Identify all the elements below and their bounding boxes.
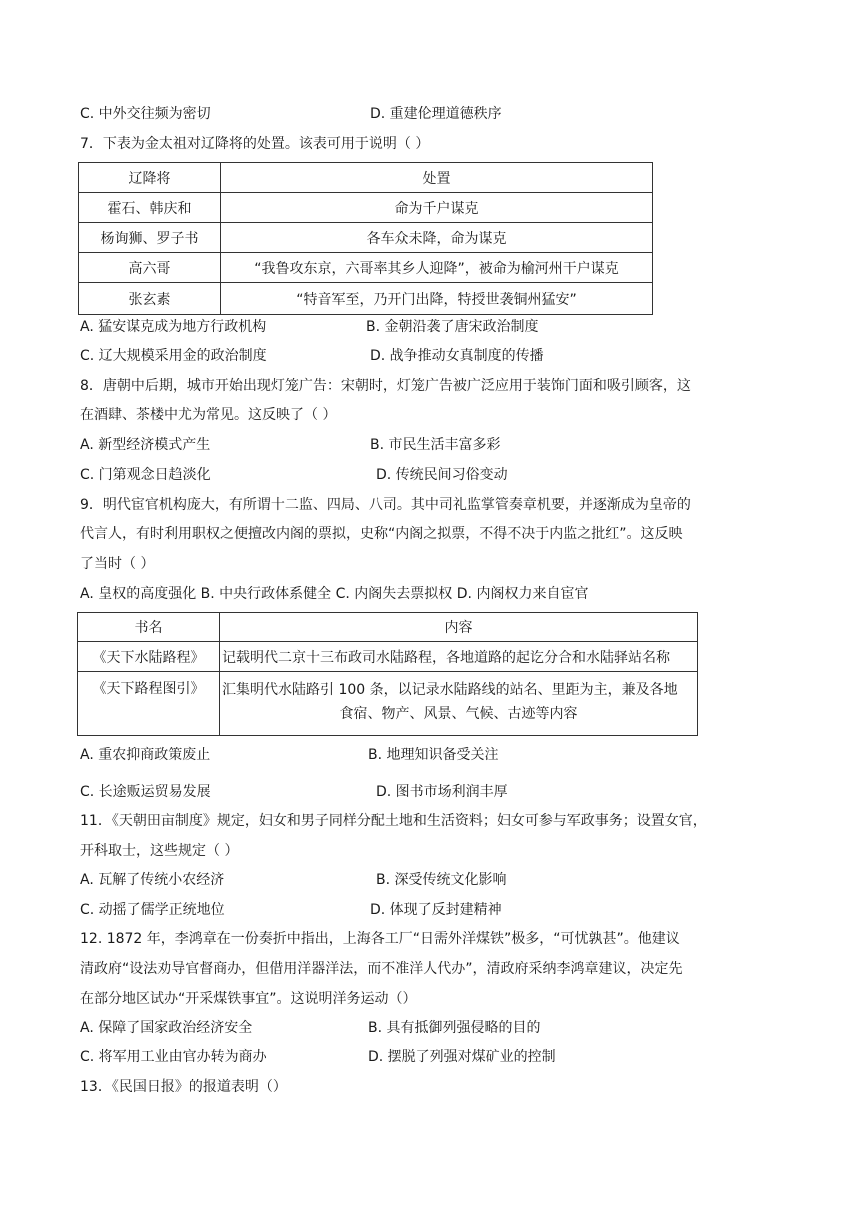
q6-option-d: D. 重建伦理道德秩序 bbox=[370, 106, 502, 122]
table-cell-content-line: 汇集明代水陆路引 100 条，以记录水陆路线的站名、里距为主，兼及各地 bbox=[222, 682, 678, 698]
q8-option-c: C. 门第观念日趋淡化 bbox=[80, 467, 211, 483]
q11-option-d: D. 体现了反封建精神 bbox=[370, 902, 502, 918]
table-cell-content bbox=[219, 672, 697, 735]
q12-option-a: A. 保障了国家政治经济安全 bbox=[80, 1020, 253, 1036]
table-cell-book: 《天下水陆路程》 bbox=[92, 649, 205, 666]
q11-stem-line1: 11．《天朝田亩制度》规定，妇女和男子同样分配土地和生活资料；妇女可参与军政事务；设置女官， bbox=[80, 813, 707, 829]
table-cell: 杨询狮、罗子书 bbox=[100, 230, 199, 247]
q8-option-b: B. 市民生活丰富多彩 bbox=[370, 437, 501, 453]
q9-options: A. 皇权的高度强化 B. 中央行政体系健全 C. 内阁失去票拟权 D. 内阁权力来自宦官 bbox=[80, 586, 589, 602]
q7-stem: 7．下表为金太祖对辽降将的处置。该表可用于说明（ ） bbox=[80, 136, 430, 152]
q13-stem: 13．《民国日报》的报道表明（） bbox=[80, 1079, 287, 1095]
table-header-row bbox=[77, 612, 698, 642]
q7-option-d: D. 战争推动女真制度的传播 bbox=[370, 348, 544, 364]
q12-option-b: B. 具有抵御列强侵略的目的 bbox=[368, 1020, 541, 1036]
q11-option-b: B. 深受传统文化影响 bbox=[376, 872, 507, 888]
q11-option-a: A. 瓦解了传统小农经济 bbox=[80, 872, 225, 888]
q12-stem-line3: 在部分地区试办“开采煤铁事宜”。这说明洋务运动（） bbox=[80, 991, 417, 1007]
q8-stem-line1: 8．唐朝中后期，城市开始出现灯笼广告：宋朝时，灯笼广告被广泛应用于装饰门面和吸引顾客，这 bbox=[80, 378, 691, 394]
table-row bbox=[77, 642, 698, 672]
table-cell-content-line: 食宿、物产、风景、气候、古迹等内容 bbox=[339, 706, 578, 722]
table-row bbox=[78, 253, 653, 283]
q12-stem-line1: 12. 1872 年，李鸿章在一份奏折中指出，上海各工厂“日需外洋煤铁”极多，“可忧孰甚”。他建议 bbox=[80, 931, 680, 947]
q7-option-a: A. 猛安谋克成为地方行政机构 bbox=[80, 319, 267, 335]
table-header-cell: 处置 bbox=[220, 163, 652, 192]
table-row bbox=[77, 672, 698, 736]
q11-option-c: C. 动摇了儒学正统地位 bbox=[80, 902, 225, 918]
table-header-cell: 内容 bbox=[219, 613, 697, 641]
q11-stem-line2: 开科取士，这些规定（ ） bbox=[80, 843, 239, 859]
q12-option-c: C. 将军用工业由官办转为商办 bbox=[80, 1049, 267, 1065]
q9-stem-line2: 代言人，有时利用职权之便擅改内阁的票拟，史称“内阁之拟票，不得不决于内监之批红”。这反映 bbox=[80, 526, 683, 542]
q10-option-c: C. 长途贩运贸易发展 bbox=[80, 784, 211, 800]
q8-option-a: A. 新型经济模式产生 bbox=[80, 437, 211, 453]
q7-option-b: B. 金朝沿袭了唐宋政治制度 bbox=[366, 319, 539, 335]
table-cell: 高六哥 bbox=[128, 260, 171, 277]
table-header-row bbox=[78, 162, 653, 193]
table-cell: “我鲁攻东京，六哥率其乡人迎降”，被命为榆河州干户谋克 bbox=[220, 253, 652, 282]
table-cell: 张玄素 bbox=[128, 291, 171, 308]
table-header-cell: 书名 bbox=[134, 620, 163, 636]
table-row bbox=[78, 283, 653, 315]
table-cell-book: 《天下路程图引》 bbox=[92, 681, 205, 697]
q8-option-d: D. 传统民间习俗变动 bbox=[376, 467, 508, 483]
q10-option-d: D. 图书市场利润丰厚 bbox=[376, 784, 508, 800]
table-cell: 各车众未降，命为谋克 bbox=[220, 223, 652, 252]
q8-stem-line2: 在酒肆、茶楼中尤为常见。这反映了（ ） bbox=[80, 407, 337, 423]
table-cell-content: 记载明代二京十三布政司水陆路程，各地道路的起讫分合和水陆驿站名称 bbox=[219, 642, 697, 671]
q9-stem-line3: 了当时（ ） bbox=[80, 556, 155, 572]
table-row bbox=[78, 193, 653, 223]
q6-option-c: C. 中外交往频为密切 bbox=[80, 106, 211, 122]
table-row bbox=[78, 223, 653, 253]
q12-stem-line2: 清政府“设法劝导官督商办，但借用洋器洋法，而不准洋人代办”，清政府采纳李鸿章建议，决定先 bbox=[80, 961, 683, 977]
q10-option-b: B. 地理知识备受关注 bbox=[368, 747, 499, 763]
table-cell: 命为千户谋克 bbox=[220, 193, 652, 222]
q12-option-d: D. 摆脱了列强对煤矿业的控制 bbox=[368, 1049, 556, 1065]
q10-option-a: A. 重农抑商政策废止 bbox=[80, 747, 211, 763]
table-cell: 霍石、韩庆和 bbox=[107, 200, 192, 217]
table-header-cell: 辽降将 bbox=[128, 170, 171, 187]
q7-option-c: C. 辽大规模采用金的政治制度 bbox=[80, 348, 267, 364]
table-cell: “特音军至，乃开门出降，特授世袭铜州猛安” bbox=[220, 283, 652, 314]
q9-stem-line1: 9．明代宦官机构庞大，有所谓十二监、四局、八司。其中司礼监掌管奏章机要，并逐渐成为皇帝的 bbox=[80, 497, 691, 513]
